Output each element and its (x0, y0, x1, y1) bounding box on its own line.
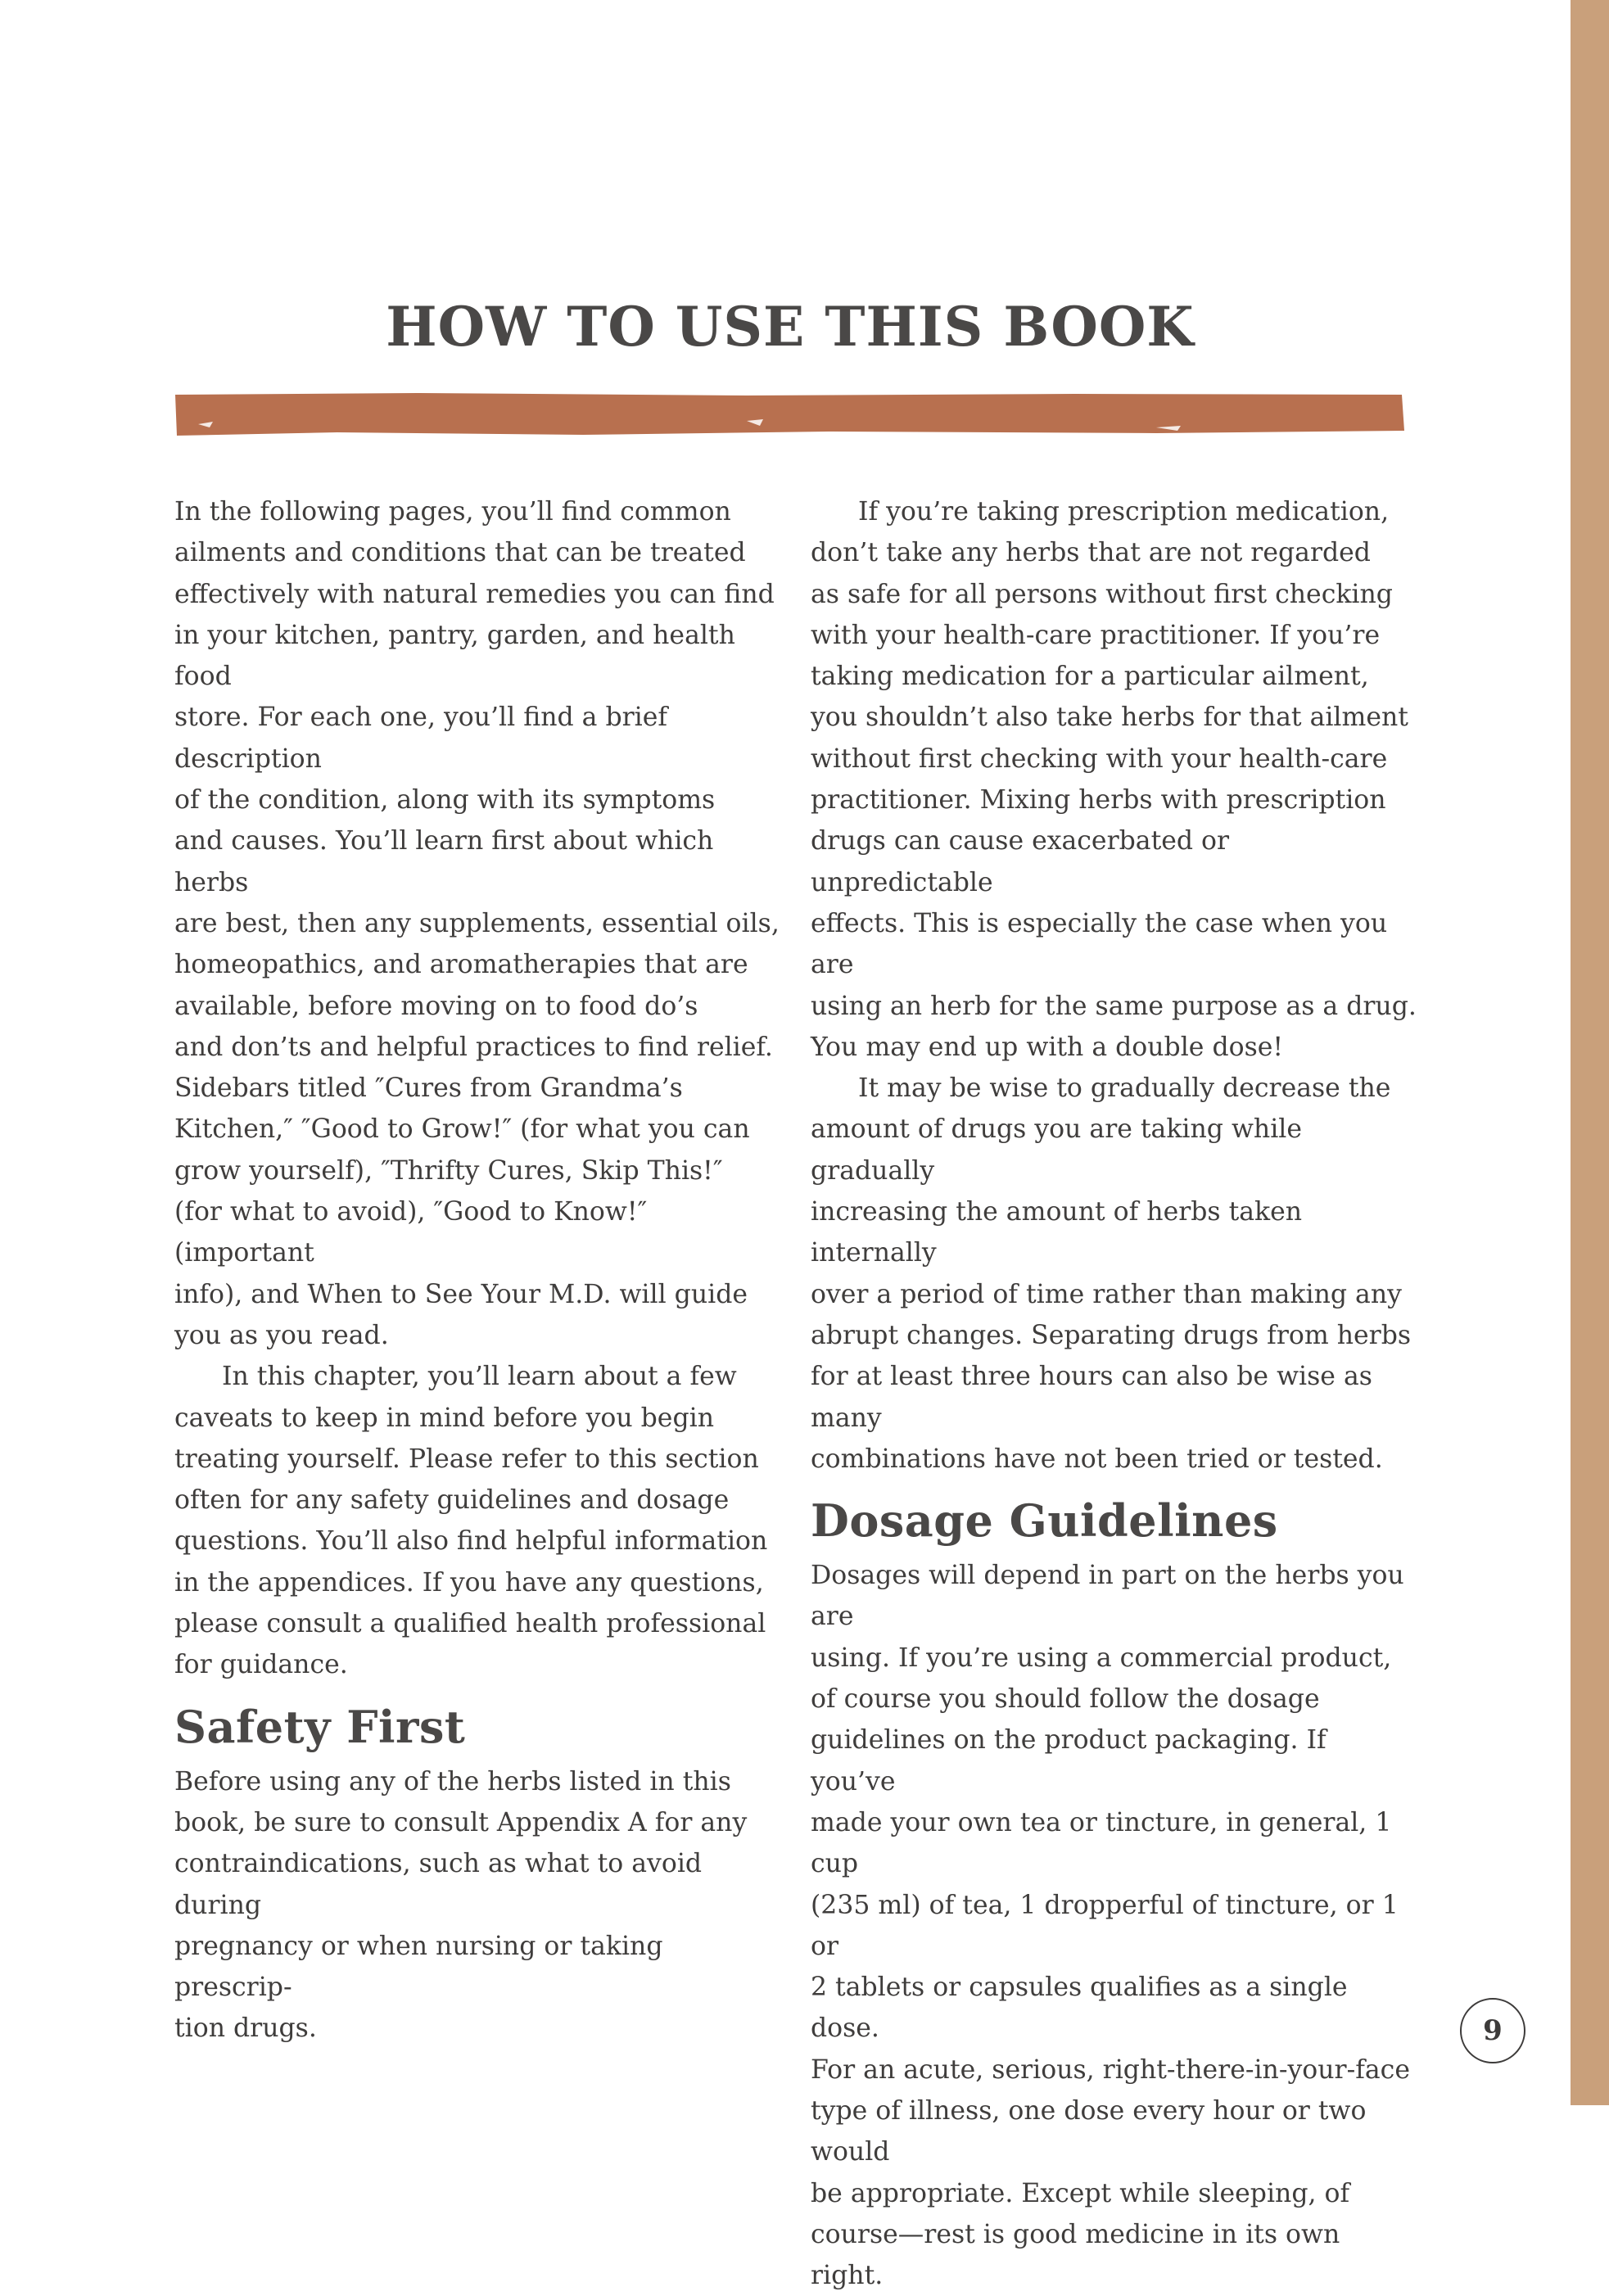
right-column (811, 491, 1417, 2296)
page-number: 9 (1460, 1998, 1525, 2063)
prescription-paragraph: If you’re taking prescription medication, don’t take any herbs that are not regarded as safe for all persons without first checking with your health-care practitioner. If you’re taking medication for a particular ailment, you shouldn’t also take herbs for that ailment without first checking with your health-care practitioner. Mixing herbs with prescription drugs can cause exacerbated or unpredictable effects. This is especially the case when you are using an herb for the same purpose as a drug. You may end up with a double dose! (811, 497, 1417, 1062)
safety-first-heading: Safety First (174, 1700, 466, 1753)
safety-paragraph: Before using any of the herbs listed in this book, be sure to consult Appendix A for any contraindications, such as what to avoid during pregnancy or when nursing or taking prescrip- tion drugs. (174, 1766, 748, 2044)
intro-paragraph: In the following pages, you’ll find common ailments and conditions that can be treated effectively with natural remedies you can find in your kitchen, pantry, garden, and health food store. For each one, you’ll find a brief description of the condition, along with its symptoms and causes. You’ll learn first about which herbs are best, then any supplements, essential oils, homeopathics, and aromatherapies that are available, before moving on to food do’s and don’ts and helpful practices to find relief. Sidebars titled ″Cures from Grandma’s Kitchen,″ ″Good to Grow!″ (for what you can grow yourself), ″Thrifty Cures, Skip This!″ (for what to avoid), ″Good to Know!″ (important info), and When to See Your M.D. will guide you as you read. (174, 497, 780, 1350)
page-edge-decoration (1571, 0, 1609, 2105)
dosage-guidelines-heading: Dosage Guidelines (811, 1494, 1278, 1548)
chapter-paragraph: In this chapter, you’ll learn about a few caveats to keep in mind before you begin treating yourself. Please refer to this section often for any safety guidelines and dosage questions. You’ll also find helpful information in the appendices. If you have any questions, please consult a qualified health professional for guidance. (174, 1362, 768, 1680)
left-column (174, 491, 780, 2050)
page-title: HOW TO USE THIS BOOK (386, 295, 1195, 359)
decrease-paragraph: It may be wise to gradually decrease the amount of drugs you are taking while gradually increasing the amount of herbs taken internally over a period of time rather than making any abrupt changes. Separating drugs from herbs for at least three hours can also be wise as many combinations have not been tried or tested. (811, 1073, 1412, 1474)
dosage-paragraph: Dosages will depend in part on the herbs you are using. If you’re using a commercial product, of course you should follow the dosage guidelines on the product packaging. If you’ve made your own tea or tincture, in general, 1 cup (235 ml) of tea, 1 dropperful of tincture, or 1 or 2 tablets or capsules qualifies as a single dose. For an acute, serious, right-there-in-your-face type of illness, one dose every hour or two would be appropriate. Except while sleeping, of course—rest is good medicine in its own right. (811, 1561, 1410, 2291)
title-underline-band (174, 391, 1406, 441)
